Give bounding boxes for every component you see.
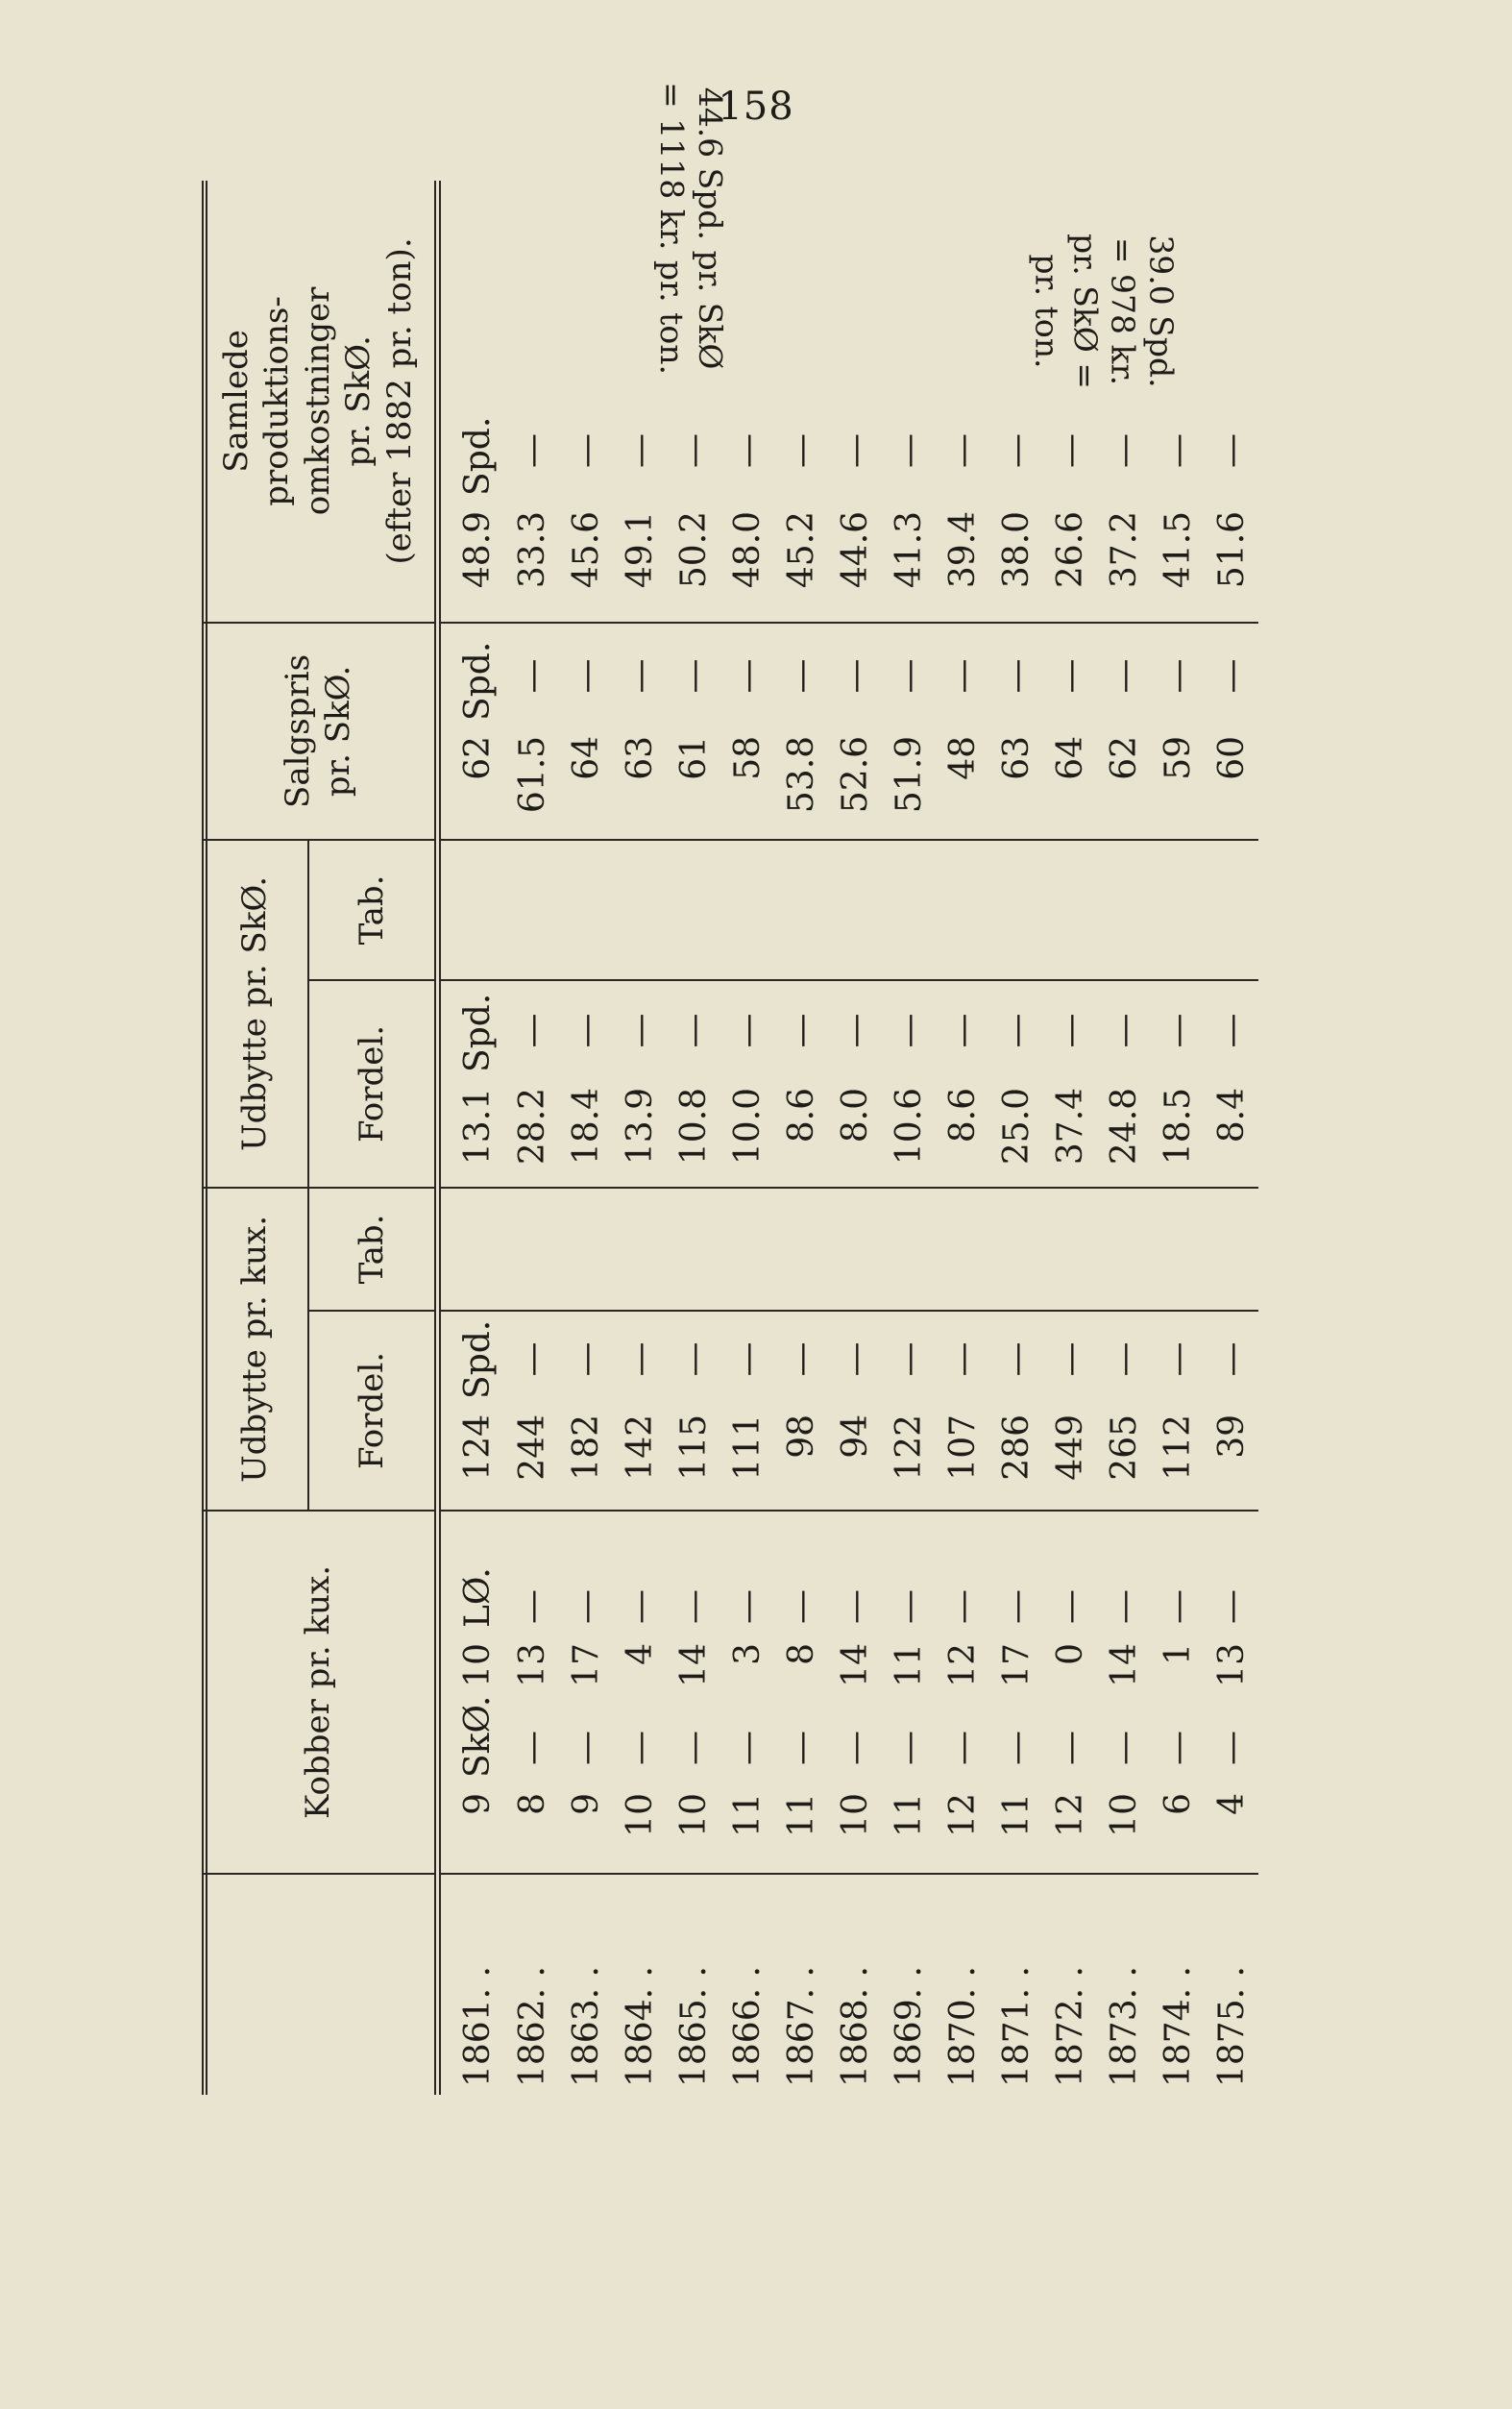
kobber-lo-unit: — bbox=[621, 1589, 661, 1624]
kobber-spacer bbox=[775, 1511, 829, 1578]
udbytte-kux-tab-value bbox=[1043, 1188, 1097, 1311]
table-row bbox=[828, 181, 882, 2095]
udbytte-kux-tab-value bbox=[1097, 1188, 1151, 1311]
udbytte-sko-fordel-value: 8.4 bbox=[1205, 1080, 1258, 1188]
udbytte-sko-unit: — bbox=[1050, 1013, 1090, 1048]
udbytte-kux-header: Udbytte pr. kux. bbox=[202, 1188, 308, 1511]
kobber-spacer bbox=[989, 1511, 1043, 1578]
kobber-lo-unit: — bbox=[1050, 1589, 1090, 1624]
udbytte-sko-tab-value bbox=[438, 840, 506, 980]
samlede-value: 38.0 bbox=[989, 504, 1043, 623]
kobber-sk-value: 10 bbox=[614, 1785, 668, 1874]
kobber-sk-unit: — bbox=[889, 1731, 929, 1765]
udbytte-sko-fordel-value: 8.6 bbox=[936, 1080, 989, 1188]
samlede-unit: — bbox=[513, 432, 553, 468]
table-row bbox=[721, 181, 775, 2095]
salgspris-value: 60 bbox=[1205, 728, 1258, 840]
samlede-value: 26.6 bbox=[1043, 504, 1097, 623]
samlede-unit: — bbox=[782, 432, 821, 468]
table-row bbox=[668, 181, 721, 2095]
samlede-annotation-space bbox=[775, 181, 829, 398]
table-row bbox=[438, 181, 506, 2095]
samlede-value: 37.2 bbox=[1097, 504, 1151, 623]
samlede-annotation-space bbox=[882, 181, 936, 398]
kobber-spacer bbox=[1043, 1511, 1097, 1578]
kobber-lo-value: 14 bbox=[835, 1643, 875, 1687]
kobber-sk-unit: — bbox=[1158, 1731, 1198, 1765]
samlede-unit: — bbox=[942, 432, 983, 468]
samlede-annotation-space bbox=[560, 181, 614, 398]
samlede-unit: — bbox=[996, 432, 1036, 468]
salgspris-unit: — bbox=[996, 658, 1036, 694]
udbytte-kux-unit: — bbox=[567, 1341, 607, 1377]
salgspris-unit: — bbox=[782, 658, 821, 694]
salgspris-value: 58 bbox=[721, 728, 775, 840]
table-top-rule bbox=[202, 181, 213, 2095]
udbytte-kux-tab-value bbox=[560, 1188, 614, 1311]
udbytte-sko-unit: — bbox=[728, 1013, 768, 1048]
annotation-1-line-1: 44.6 Spd. pr. SkØ bbox=[692, 86, 730, 370]
udbytte-kux-unit: — bbox=[835, 1341, 875, 1377]
kobber-spacer bbox=[721, 1511, 775, 1578]
year-cell: 1864. . bbox=[621, 1966, 661, 2087]
annotation-group-2 bbox=[1028, 234, 1180, 389]
udbytte-kux-fordel-value: 111 bbox=[721, 1407, 775, 1511]
udbytte-sko-fordel-value: 28.2 bbox=[506, 1080, 560, 1188]
year-header bbox=[202, 1874, 438, 2095]
kobber-spacer bbox=[1097, 1511, 1151, 1578]
udbytte-sko-tab-value bbox=[989, 840, 1043, 980]
udbytte-kux-unit: — bbox=[942, 1341, 983, 1377]
kobber-sk-unit: SkØ. bbox=[458, 1695, 499, 1778]
table-row bbox=[614, 181, 668, 2095]
udbytte-sko-header: Udbytte pr. SkØ. bbox=[202, 840, 308, 1188]
udbytte-sko-unit: — bbox=[567, 1013, 607, 1048]
samlede-value: 41.3 bbox=[882, 504, 936, 623]
udbytte-kux-unit: — bbox=[674, 1341, 715, 1377]
kobber-spacer bbox=[614, 1511, 668, 1578]
udbytte-kux-fordel-value: 265 bbox=[1097, 1407, 1151, 1511]
salgspris-value: 61 bbox=[668, 728, 721, 840]
kobber-sk-unit: — bbox=[621, 1731, 661, 1765]
kobber-sk-value: 10 bbox=[668, 1785, 721, 1874]
samlede-unit: — bbox=[567, 432, 607, 468]
salgspris-header bbox=[202, 623, 438, 840]
kobber-lo-value: 12 bbox=[942, 1643, 983, 1687]
udbytte-sko-unit: — bbox=[835, 1013, 875, 1048]
kobber-lo-value: 0 bbox=[1050, 1643, 1090, 1665]
salgspris-unit: — bbox=[621, 658, 661, 694]
udbytte-sko-unit: — bbox=[1104, 1013, 1144, 1048]
salgspris-unit: — bbox=[1158, 658, 1198, 694]
salgspris-value: 53.8 bbox=[775, 728, 829, 840]
annotation-group-1 bbox=[653, 82, 729, 375]
samlede-value: 39.4 bbox=[936, 504, 989, 623]
kobber-spacer bbox=[882, 1511, 936, 1578]
annotation-1-line-2: = 1118 kr. pr. ton. bbox=[653, 82, 692, 375]
salgspris-value: 64 bbox=[1043, 728, 1097, 840]
kobber-spacer bbox=[1151, 1511, 1205, 1578]
kobber-lo-unit: — bbox=[728, 1589, 768, 1624]
udbytte-kux-tab-value bbox=[614, 1188, 668, 1311]
udbytte-kux-unit: — bbox=[1158, 1341, 1198, 1377]
kobber-sk-value: 8 bbox=[506, 1785, 560, 1874]
udbytte-sko-tab-value bbox=[882, 840, 936, 980]
year-cell: 1861. . bbox=[458, 1966, 499, 2087]
udbytte-sko-fordel-value: 24.8 bbox=[1097, 1080, 1151, 1188]
kobber-lo-value: 10 bbox=[458, 1643, 499, 1687]
udbytte-kux-fordel-value: 124 bbox=[438, 1407, 506, 1511]
samlede-value: 33.3 bbox=[506, 504, 560, 623]
udbytte-sko-fordel-value: 8.6 bbox=[775, 1080, 829, 1188]
kobber-lo-value: 11 bbox=[889, 1643, 929, 1687]
udbytte-kux-unit: — bbox=[1104, 1341, 1144, 1377]
samlede-annotation-space bbox=[828, 181, 882, 398]
udbytte-sko-fordel-header: Fordel. bbox=[308, 980, 438, 1188]
kobber-lo-unit: — bbox=[835, 1589, 875, 1624]
udbytte-sko-unit: — bbox=[996, 1013, 1036, 1048]
kobber-sk-value: 10 bbox=[828, 1785, 882, 1874]
kobber-sk-value: 11 bbox=[775, 1785, 829, 1874]
udbytte-kux-fordel-value: 286 bbox=[989, 1407, 1043, 1511]
year-cell: 1863. . bbox=[567, 1966, 607, 2087]
salgspris-value: 63 bbox=[989, 728, 1043, 840]
year-cell: 1866. . bbox=[728, 1966, 768, 2087]
samlede-annotation-space bbox=[1205, 181, 1258, 398]
kobber-sk-unit: — bbox=[728, 1731, 768, 1765]
udbytte-sko-fordel-value: 25.0 bbox=[989, 1080, 1043, 1188]
salgspris-unit: — bbox=[567, 658, 607, 694]
udbytte-kux-fordel-value: 39 bbox=[1205, 1407, 1258, 1511]
udbytte-kux-unit: — bbox=[782, 1341, 821, 1377]
udbytte-kux-tab-value bbox=[668, 1188, 721, 1311]
samlede-unit: — bbox=[889, 432, 929, 468]
kobber-lo-unit: LØ. bbox=[458, 1567, 499, 1628]
annotation-2-line-4: pr. ton. bbox=[1028, 254, 1066, 369]
udbytte-kux-fordel-value: 94 bbox=[828, 1407, 882, 1511]
udbytte-kux-tab-value bbox=[721, 1188, 775, 1311]
udbytte-sko-fordel-value: 18.5 bbox=[1151, 1080, 1205, 1188]
kobber-sk-unit: — bbox=[942, 1731, 983, 1765]
year-cell: 1875. . bbox=[1211, 1966, 1252, 2087]
samlede-line-5: (efter 1882 pr. ton). bbox=[379, 237, 419, 565]
udbytte-kux-unit: — bbox=[1211, 1341, 1252, 1377]
samlede-value: 45.6 bbox=[560, 504, 614, 623]
table-row bbox=[506, 181, 560, 2095]
udbytte-sko-tab-value bbox=[721, 840, 775, 980]
udbytte-kux-fordel-value: 122 bbox=[882, 1407, 936, 1511]
year-cell: 1865. . bbox=[674, 1966, 715, 2087]
year-cell: 1869. . bbox=[889, 1966, 929, 2087]
kobber-sk-value: 10 bbox=[1097, 1785, 1151, 1874]
year-cell: 1867. . bbox=[782, 1966, 821, 2087]
udbytte-kux-tab-header: Tab. bbox=[308, 1188, 438, 1311]
udbytte-kux-unit: — bbox=[728, 1341, 768, 1377]
samlede-annotation-space bbox=[936, 181, 989, 398]
salgspris-value: 48 bbox=[936, 728, 989, 840]
year-cell: 1874. . bbox=[1158, 1966, 1198, 2087]
samlede-unit: Spd. bbox=[458, 416, 499, 496]
kobber-sk-unit: — bbox=[567, 1731, 607, 1765]
udbytte-kux-unit: — bbox=[1050, 1341, 1090, 1377]
kobber-lo-value: 17 bbox=[996, 1643, 1036, 1687]
udbytte-kux-tab-value bbox=[882, 1188, 936, 1311]
kobber-sk-unit: — bbox=[996, 1731, 1036, 1765]
kobber-lo-value: 1 bbox=[1158, 1643, 1198, 1665]
kobber-sk-value: 9 bbox=[438, 1785, 506, 1874]
kobber-spacer bbox=[506, 1511, 560, 1578]
udbytte-sko-tab-value bbox=[668, 840, 721, 980]
udbytte-sko-unit: — bbox=[889, 1013, 929, 1048]
salgspris-unit: — bbox=[1211, 658, 1252, 694]
table-row bbox=[1151, 181, 1205, 2095]
year-cell: 1868. . bbox=[835, 1966, 875, 2087]
udbytte-kux-fordel-value: 182 bbox=[560, 1407, 614, 1511]
udbytte-kux-unit: — bbox=[996, 1341, 1036, 1377]
udbytte-sko-fordel-value: 10.0 bbox=[721, 1080, 775, 1188]
annotation-2-line-2: = 978 kr. bbox=[1104, 236, 1142, 386]
kobber-sk-value: 11 bbox=[882, 1785, 936, 1874]
kobber-sk-unit: — bbox=[1211, 1731, 1252, 1765]
table-row bbox=[775, 181, 829, 2095]
udbytte-sko-fordel-value: 8.0 bbox=[828, 1080, 882, 1188]
kobber-spacer bbox=[828, 1511, 882, 1578]
samlede-line-2: produktions- bbox=[257, 296, 297, 506]
udbytte-sko-fordel-value: 10.8 bbox=[668, 1080, 721, 1188]
udbytte-sko-unit: — bbox=[942, 1013, 983, 1048]
udbytte-sko-unit: — bbox=[1158, 1013, 1198, 1048]
udbytte-sko-tab-value bbox=[506, 840, 560, 980]
samlede-unit: — bbox=[1211, 432, 1252, 468]
salgspris-value: 62 bbox=[438, 728, 506, 840]
udbytte-kux-tab-value bbox=[989, 1188, 1043, 1311]
udbytte-kux-unit: — bbox=[621, 1341, 661, 1377]
udbytte-kux-unit: — bbox=[513, 1341, 553, 1377]
salgspris-value: 62 bbox=[1097, 728, 1151, 840]
udbytte-kux-fordel-value: 244 bbox=[506, 1407, 560, 1511]
salgspris-value: 63 bbox=[614, 728, 668, 840]
year-cell: 1872. . bbox=[1050, 1966, 1090, 2087]
kobber-spacer bbox=[936, 1511, 989, 1578]
table-row bbox=[882, 181, 936, 2095]
kobber-lo-value: 8 bbox=[782, 1643, 821, 1665]
samlede-line-3: omkostninger bbox=[298, 286, 337, 516]
kobber-lo-unit: — bbox=[513, 1589, 553, 1624]
kobber-lo-value: 14 bbox=[1104, 1643, 1144, 1687]
udbytte-sko-fordel-value: 18.4 bbox=[560, 1080, 614, 1188]
page-number: 158 bbox=[718, 85, 794, 129]
salgspris-unit: — bbox=[1050, 658, 1090, 694]
salgspris-unit: — bbox=[889, 658, 929, 694]
table-row bbox=[989, 181, 1043, 2095]
udbytte-kux-fordel-value: 107 bbox=[936, 1407, 989, 1511]
samlede-unit: — bbox=[835, 432, 875, 468]
salgspris-unit: — bbox=[728, 658, 768, 694]
table-row bbox=[1043, 181, 1097, 2095]
samlede-unit: — bbox=[621, 432, 661, 468]
udbytte-sko-fordel-value: 37.4 bbox=[1043, 1080, 1097, 1188]
kobber-lo-value: 13 bbox=[1211, 1643, 1252, 1687]
udbytte-kux-tab-value bbox=[775, 1188, 829, 1311]
kobber-lo-unit: — bbox=[567, 1589, 607, 1624]
samlede-value: 44.6 bbox=[828, 504, 882, 623]
salgspris-value: 61.5 bbox=[506, 728, 560, 840]
udbytte-sko-unit: — bbox=[621, 1013, 661, 1048]
kobber-lo-unit: — bbox=[1104, 1589, 1144, 1624]
samlede-value: 49.1 bbox=[614, 504, 668, 623]
kobber-lo-unit: — bbox=[782, 1589, 821, 1624]
samlede-unit: — bbox=[1158, 432, 1198, 468]
udbytte-sko-fordel-value: 13.1 bbox=[438, 1080, 506, 1188]
udbytte-kux-fordel-header: Fordel. bbox=[308, 1311, 438, 1511]
kobber-lo-unit: — bbox=[889, 1589, 929, 1624]
kobber-lo-unit: — bbox=[1211, 1589, 1252, 1624]
samlede-unit: — bbox=[1104, 432, 1144, 468]
kobber-sk-value: 11 bbox=[989, 1785, 1043, 1874]
samlede-line-4: pr. SkØ. bbox=[339, 335, 378, 467]
udbytte-kux-unit: — bbox=[889, 1341, 929, 1377]
kobber-spacer bbox=[1205, 1511, 1258, 1578]
kobber-lo-value: 4 bbox=[621, 1643, 661, 1665]
salgspris-unit: — bbox=[942, 658, 983, 694]
samlede-value: 50.2 bbox=[668, 504, 721, 623]
udbytte-kux-tab-value bbox=[506, 1188, 560, 1311]
samlede-value: 41.5 bbox=[1151, 504, 1205, 623]
udbytte-sko-unit: Spd. bbox=[458, 993, 499, 1072]
kobber-sk-value: 6 bbox=[1151, 1785, 1205, 1874]
udbytte-sko-unit: — bbox=[782, 1013, 821, 1048]
production-table bbox=[202, 181, 1258, 2095]
udbytte-kux-fordel-value: 142 bbox=[614, 1407, 668, 1511]
udbytte-sko-tab-value bbox=[936, 840, 989, 980]
salgspris-value: 51.9 bbox=[882, 728, 936, 840]
udbytte-kux-tab-value bbox=[1205, 1188, 1258, 1311]
samlede-line-1: Samlede bbox=[216, 330, 256, 473]
udbytte-sko-tab-header: Tab. bbox=[308, 840, 438, 980]
kobber-lo-value: 14 bbox=[674, 1643, 715, 1687]
year-cell: 1862. . bbox=[513, 1966, 553, 2087]
udbytte-kux-tab-value bbox=[438, 1188, 506, 1311]
kobber-lo-unit: — bbox=[674, 1589, 715, 1624]
udbytte-sko-unit: — bbox=[674, 1013, 715, 1048]
udbytte-kux-tab-value bbox=[828, 1188, 882, 1311]
samlede-annotation-space bbox=[506, 181, 560, 398]
salgspris-value: 64 bbox=[560, 728, 614, 840]
udbytte-kux-unit: Spd. bbox=[458, 1319, 499, 1399]
year-cell: 1871. . bbox=[996, 1966, 1036, 2087]
udbytte-sko-fordel-value: 13.9 bbox=[614, 1080, 668, 1188]
salgspris-unit: — bbox=[835, 658, 875, 694]
udbytte-kux-fordel-value: 115 bbox=[668, 1407, 721, 1511]
udbytte-sko-tab-value bbox=[1205, 840, 1258, 980]
kobber-sk-value: 11 bbox=[721, 1785, 775, 1874]
kobber-lo-unit: — bbox=[996, 1589, 1036, 1624]
udbytte-sko-fordel-value: 10.6 bbox=[882, 1080, 936, 1188]
salgspris-line-1: Salgspris bbox=[278, 653, 317, 808]
samlede-value: 51.6 bbox=[1205, 504, 1258, 623]
kobber-spacer bbox=[668, 1511, 721, 1578]
udbytte-kux-fordel-value: 98 bbox=[775, 1407, 829, 1511]
udbytte-sko-tab-value bbox=[1151, 840, 1205, 980]
kobber-sk-value: 4 bbox=[1205, 1785, 1258, 1874]
udbytte-sko-tab-value bbox=[775, 840, 829, 980]
udbytte-sko-tab-value bbox=[828, 840, 882, 980]
year-cell: 1873. . bbox=[1104, 1966, 1144, 2087]
salgspris-unit: — bbox=[674, 658, 715, 694]
udbytte-sko-tab-value bbox=[560, 840, 614, 980]
kobber-sk-value: 12 bbox=[936, 1785, 989, 1874]
samlede-unit: — bbox=[1050, 432, 1090, 468]
salgspris-unit: Spd. bbox=[458, 641, 499, 721]
udbytte-kux-fordel-value: 112 bbox=[1151, 1407, 1205, 1511]
samlede-header bbox=[202, 181, 438, 623]
kobber-lo-unit: — bbox=[1158, 1589, 1198, 1624]
table-row bbox=[936, 181, 989, 2095]
kobber-sk-unit: — bbox=[1050, 1731, 1090, 1765]
udbytte-kux-fordel-value: 449 bbox=[1043, 1407, 1097, 1511]
kobber-lo-value: 3 bbox=[728, 1643, 768, 1665]
kobber-sk-unit: — bbox=[1104, 1731, 1144, 1765]
table-header bbox=[202, 181, 438, 2095]
samlede-value: 48.9 bbox=[438, 504, 506, 623]
kobber-sk-unit: — bbox=[782, 1731, 821, 1765]
annotation-2-line-3: pr. SkØ = bbox=[1066, 233, 1105, 389]
salgspris-unit: — bbox=[1104, 658, 1144, 694]
year-cell: 1870. . bbox=[942, 1966, 983, 2087]
kobber-sk-value: 9 bbox=[560, 1785, 614, 1874]
samlede-value: 45.2 bbox=[775, 504, 829, 623]
kobber-sk-unit: — bbox=[674, 1731, 715, 1765]
salgspris-unit: — bbox=[513, 658, 553, 694]
udbytte-kux-tab-value bbox=[936, 1188, 989, 1311]
samlede-value: 48.0 bbox=[721, 504, 775, 623]
salgspris-line-2: pr. SkØ. bbox=[319, 665, 357, 798]
udbytte-sko-tab-value bbox=[1043, 840, 1097, 980]
salgspris-value: 59 bbox=[1151, 728, 1205, 840]
table-body bbox=[438, 181, 1259, 2095]
table-row bbox=[560, 181, 614, 2095]
udbytte-sko-unit: — bbox=[1211, 1013, 1252, 1048]
udbytte-sko-tab-value bbox=[1097, 840, 1151, 980]
salgspris-value: 52.6 bbox=[828, 728, 882, 840]
kobber-lo-value: 13 bbox=[513, 1643, 553, 1687]
table-row bbox=[1097, 181, 1151, 2095]
annotation-2-line-1: 39.0 Spd. bbox=[1142, 234, 1181, 388]
kobber-lo-value: 17 bbox=[567, 1643, 607, 1687]
table-row bbox=[1205, 181, 1258, 2095]
samlede-unit: — bbox=[674, 432, 715, 468]
udbytte-sko-unit: — bbox=[513, 1013, 553, 1048]
kobber-spacer bbox=[560, 1511, 614, 1578]
kobber-sk-unit: — bbox=[835, 1731, 875, 1765]
udbytte-kux-tab-value bbox=[1151, 1188, 1205, 1311]
kobber-sk-unit: — bbox=[513, 1731, 553, 1765]
samlede-unit: — bbox=[728, 432, 768, 468]
kobber-header: Kobber pr. kux. bbox=[202, 1511, 438, 1874]
kobber-lo-unit: — bbox=[942, 1589, 983, 1624]
kobber-sk-value: 12 bbox=[1043, 1785, 1097, 1874]
udbytte-sko-tab-value bbox=[614, 840, 668, 980]
samlede-annotation-space bbox=[438, 181, 506, 398]
